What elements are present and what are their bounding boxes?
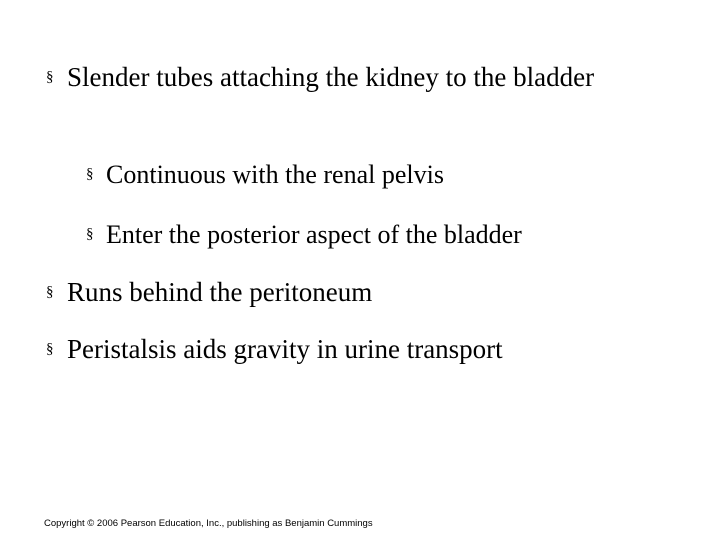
bullet-item <box>44 60 624 95</box>
bullet-marker-icon: § <box>46 284 54 300</box>
sub-bullet-item <box>84 157 684 192</box>
bullet-marker-icon: § <box>86 226 94 242</box>
bullet-text: Peristalsis aids gravity in urine transport <box>67 334 503 364</box>
sub-bullet-item <box>84 217 704 252</box>
copyright-footer: Copyright © 2006 Pearson Education, Inc., publishing as Benjamin Cummings <box>44 518 373 529</box>
bullet-text: Runs behind the peritoneum <box>67 277 373 307</box>
bullet-marker-icon: § <box>46 341 54 357</box>
bullet-text: Continuous with the renal pelvis <box>106 160 444 189</box>
bullet-text: Enter the posterior aspect of the bladder <box>106 220 522 249</box>
bullet-item <box>44 332 684 367</box>
bullet-marker-icon: § <box>86 166 94 182</box>
bullet-item <box>44 275 684 310</box>
bullet-text: Slender tubes attaching the kidney to the bladder <box>67 62 595 92</box>
bullet-marker-icon: § <box>46 69 54 85</box>
